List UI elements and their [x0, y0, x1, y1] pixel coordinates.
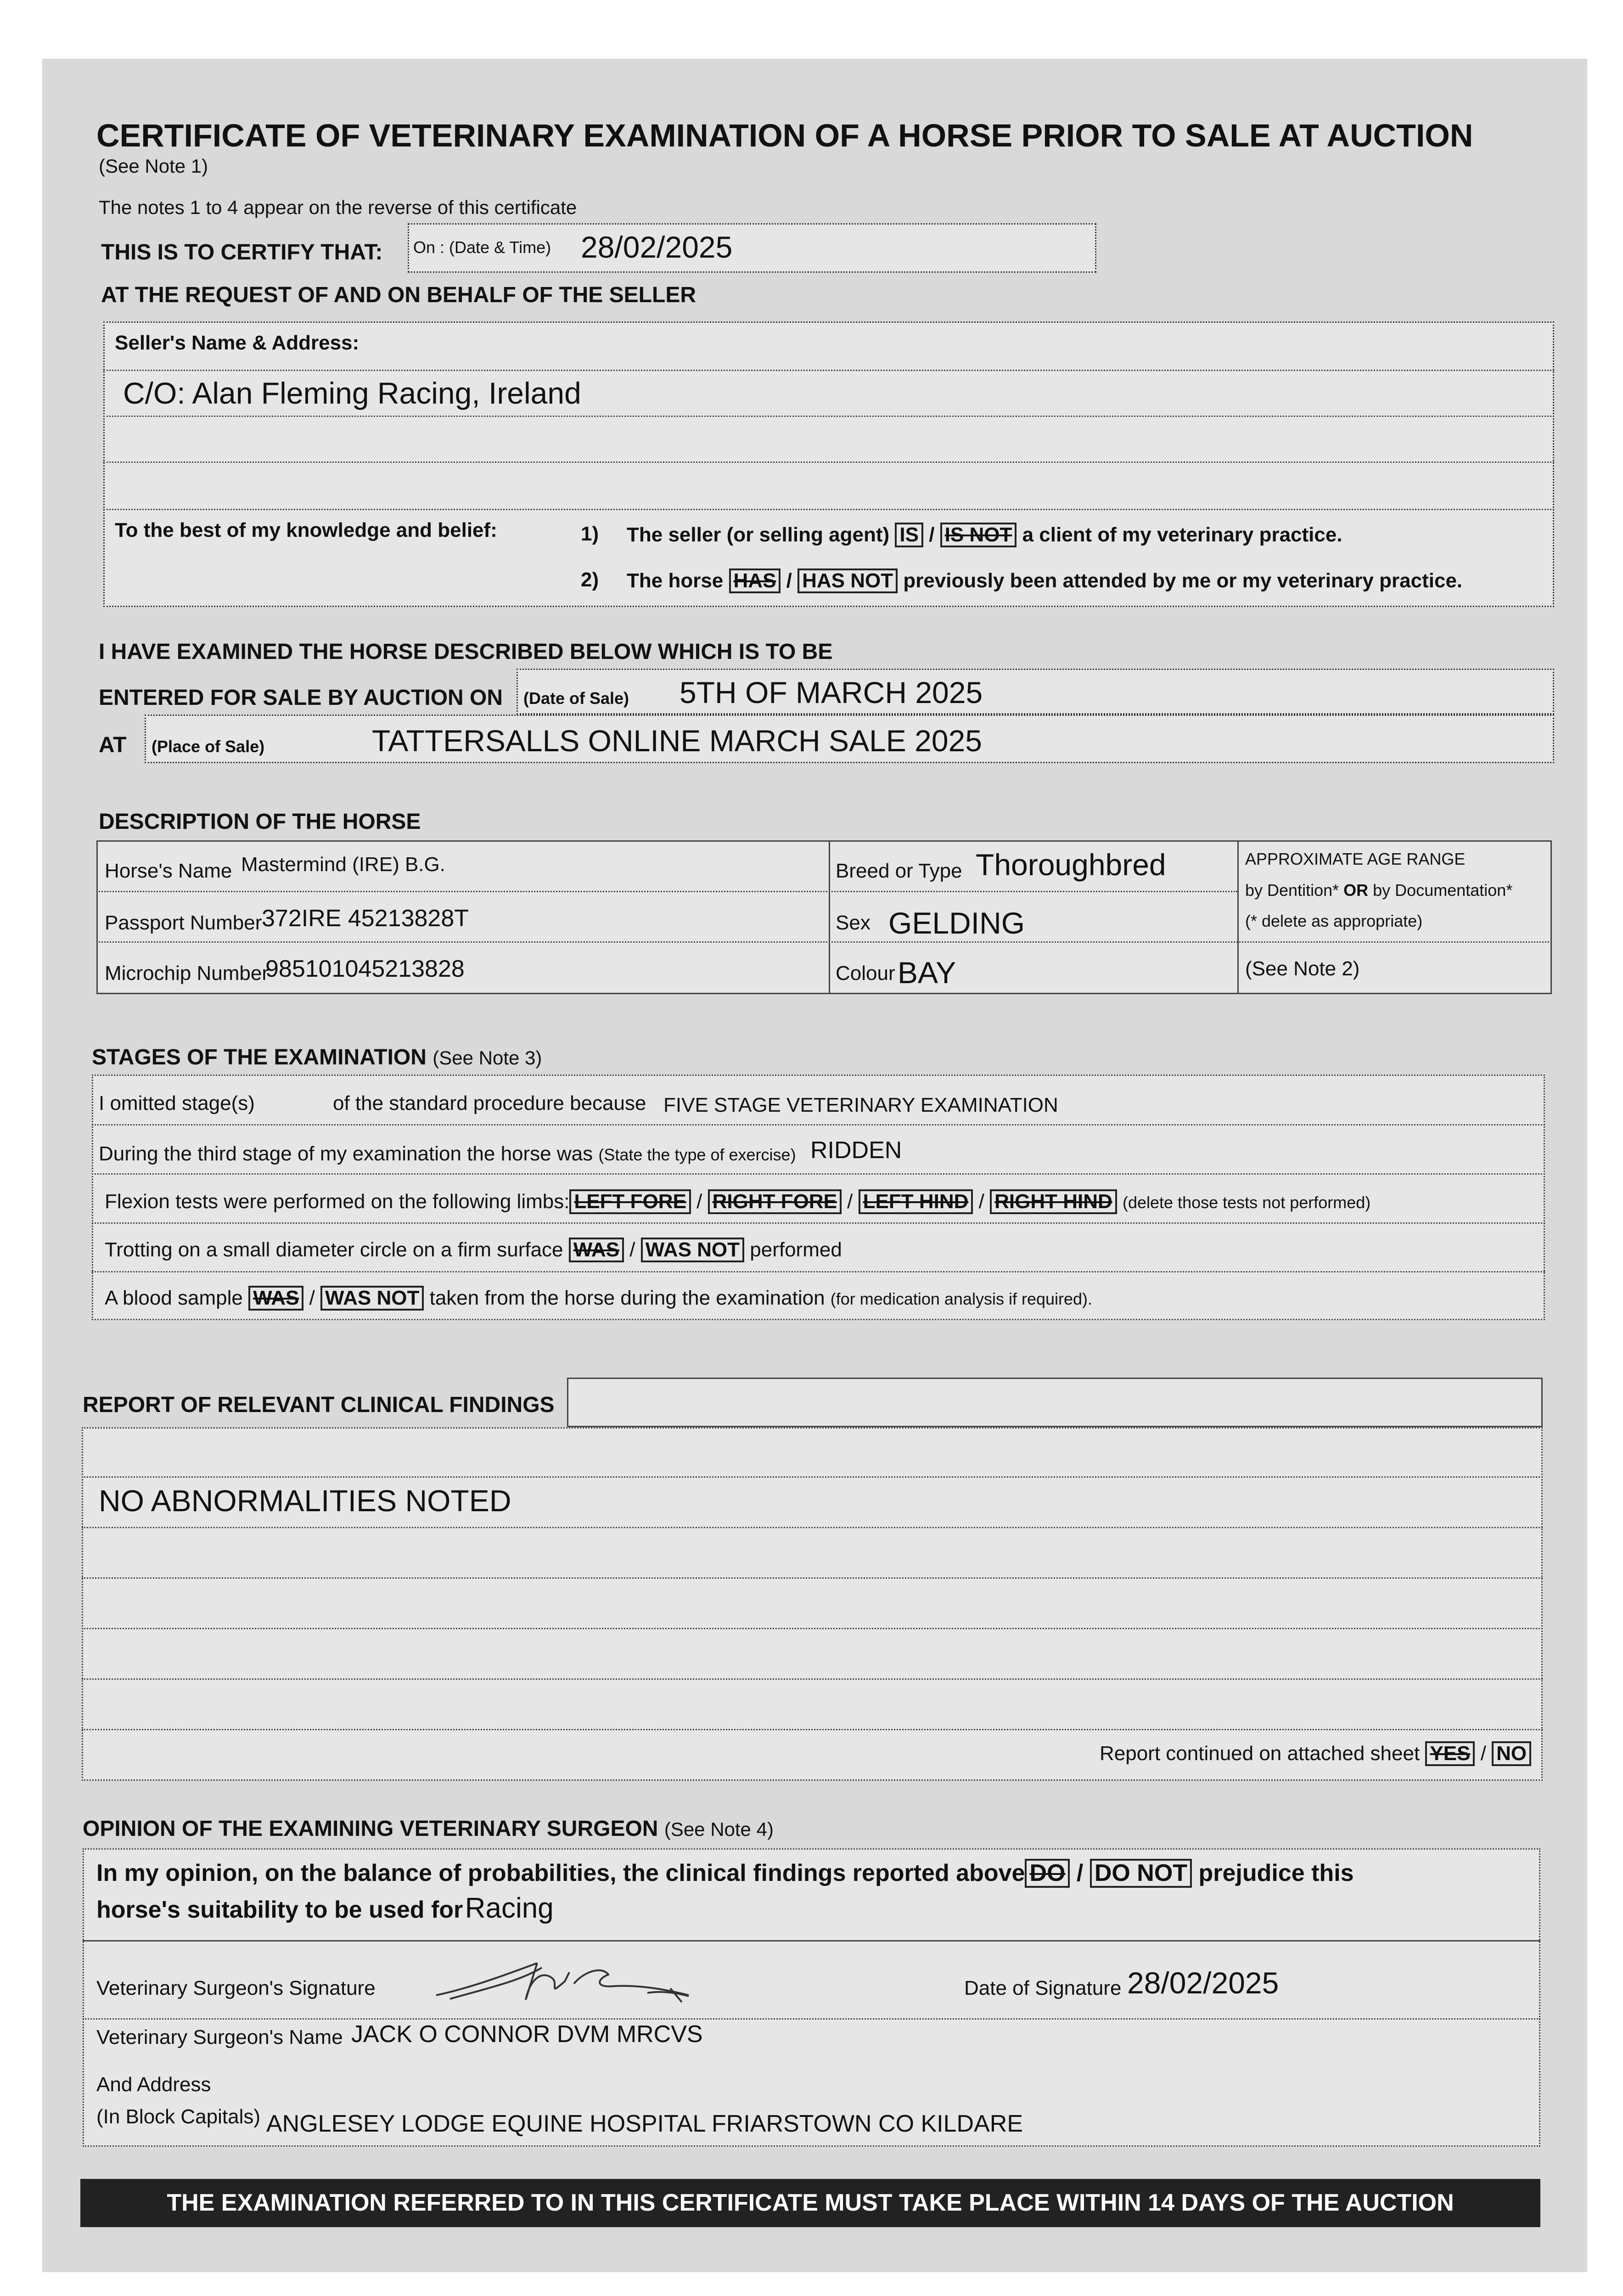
horse-attended-statement: The horse HAS / HAS NOT previously been attended by me or my veterinary practice.	[627, 568, 1462, 593]
option-has-not: HAS NOT	[797, 568, 898, 593]
knowledge-label: To the best of my knowledge and belief:	[115, 519, 497, 541]
colour-value: BAY	[898, 956, 956, 990]
passport-number: 372IRE 45213828T	[262, 905, 469, 932]
stages-heading: STAGES OF THE EXAMINATION (See Note 3)	[92, 1045, 542, 1069]
continued-yes-deleted: YES	[1425, 1741, 1475, 1766]
date-of-signature: 28/02/2025	[1127, 1966, 1279, 2000]
third-stage-label: During the third stage of my examination the horse was (State the type of exercise)	[99, 1142, 796, 1165]
see-note-1: (See Note 1)	[99, 155, 208, 177]
notes-line: The notes 1 to 4 appear on the reverse of this certificate	[99, 197, 577, 218]
sale-date-box	[517, 669, 1554, 715]
opinion-statement-line2: horse's suitability to be used for Racing	[96, 1892, 554, 1924]
sex-label: Sex	[836, 912, 870, 934]
request-line: AT THE REQUEST OF AND ON BEHALF OF THE SELLER	[101, 283, 696, 307]
trotting-statement: Trotting on a small diameter circle on a firm surface WAS / WAS NOT performed	[105, 1238, 842, 1262]
item-2-number: 2)	[581, 568, 599, 591]
omitted-reason: FIVE STAGE VETERINARY EXAMINATION	[663, 1094, 1058, 1116]
age-range-title: APPROXIMATE AGE RANGE	[1245, 850, 1466, 868]
horse-name-label: Horse's Name	[105, 860, 232, 882]
omitted-because-label: of the standard procedure because	[333, 1092, 646, 1114]
surgeon-address-label: And Address	[96, 2073, 211, 2096]
colour-label: Colour	[836, 962, 895, 985]
suitability-purpose: Racing	[465, 1892, 554, 1924]
item-1-number: 1)	[581, 523, 599, 545]
seller-name-label: Seller's Name & Address:	[115, 332, 359, 354]
trot-was-not: WAS NOT	[641, 1238, 744, 1262]
horse-name: Mastermind (IRE) B.G.	[241, 853, 445, 876]
breed-value: Thoroughbred	[976, 848, 1166, 882]
option-has-deleted: HAS	[729, 568, 781, 593]
sale-date: 5TH OF MARCH 2025	[680, 675, 983, 709]
passport-label: Passport Number	[105, 912, 262, 934]
opinion-do-deleted: DO	[1025, 1859, 1070, 1888]
blood-sample-statement: A blood sample WAS / WAS NOT taken from the horse during the examination (for medication analysis if required).	[105, 1286, 1092, 1311]
certify-label: THIS IS TO CERTIFY THAT:	[101, 240, 383, 264]
clinical-findings: NO ABNORMALITIES NOTED	[99, 1484, 511, 1518]
trot-was-deleted: WAS	[569, 1238, 624, 1262]
report-heading-box	[567, 1378, 1543, 1427]
footer-banner: THE EXAMINATION REFERRED TO IN THIS CERTIFICATE MUST TAKE PLACE WITHIN 14 DAYS OF THE AUCTION	[80, 2179, 1540, 2227]
microchip-number: 985101045213828	[265, 956, 465, 982]
flexion-left-fore-deleted: LEFT FORE	[569, 1189, 691, 1214]
report-continued-statement: Report continued on attached sheet YES / NO	[1100, 1741, 1531, 1766]
place-of-sale-label: (Place of Sale)	[152, 737, 265, 756]
opinion-statement-line1: In my opinion, on the balance of probabilities, the clinical findings reported above DO / DO NOT prejudice this	[96, 1859, 1354, 1888]
certificate-title: CERTIFICATE OF VETERINARY EXAMINATION OF A HORSE PRIOR TO SALE AT AUCTION	[96, 118, 1473, 153]
age-range-method: by Dentition* OR by Documentation*	[1245, 881, 1513, 900]
opinion-heading: OPINION OF THE EXAMINING VETERINARY SURGEON (See Note 4)	[83, 1817, 774, 1841]
report-heading: REPORT OF RELEVANT CLINICAL FINDINGS	[83, 1393, 555, 1417]
surgeon-address: ANGLESEY LODGE EQUINE HOSPITAL FRIARSTOWN CO KILDARE	[266, 2110, 1023, 2137]
age-see-note-2: (See Note 2)	[1245, 957, 1360, 980]
surgeon-name-label: Veterinary Surgeon's Name	[96, 2026, 343, 2048]
opinion-do-not: DO NOT	[1090, 1859, 1192, 1888]
examined-line: I HAVE EXAMINED THE HORSE DESCRIBED BELOW WHICH IS TO BE	[99, 640, 833, 664]
breed-label: Breed or Type	[836, 860, 962, 882]
entered-for-sale-label: ENTERED FOR SALE BY AUCTION ON	[99, 686, 503, 710]
date-of-signature-label: Date of Signature	[964, 1977, 1122, 1999]
option-is-not-deleted: IS NOT	[940, 523, 1017, 547]
sale-place: TATTERSALLS ONLINE MARCH SALE 2025	[372, 724, 982, 758]
flexion-tests-statement: Flexion tests were performed on the following limbs: LEFT FORE / RIGHT FORE / LEFT HIND / RIGHT HIND (delete those tests not performed)	[105, 1189, 1370, 1214]
option-is: IS	[895, 523, 923, 547]
flexion-right-fore-deleted: RIGHT FORE	[708, 1189, 842, 1214]
certify-date: 28/02/2025	[581, 230, 733, 264]
blood-was-not: WAS NOT	[320, 1286, 424, 1311]
exercise-type: RIDDEN	[810, 1137, 902, 1164]
continued-no: NO	[1492, 1741, 1531, 1766]
block-capitals-label: (In Block Capitals)	[96, 2105, 261, 2128]
at-label: AT	[99, 733, 127, 757]
seller-address: C/O: Alan Fleming Racing, Ireland	[123, 376, 581, 410]
microchip-label: Microchip Number	[105, 962, 269, 985]
surgeon-name: JACK O CONNOR DVM MRCVS	[351, 2021, 703, 2048]
on-date-time-label: On : (Date & Time)	[413, 238, 551, 257]
omitted-stages-label: I omitted stage(s)	[99, 1092, 255, 1114]
veterinary-surgeon-signature	[432, 1945, 716, 2018]
seller-client-statement: The seller (or selling agent) IS / IS NOT a client of my veterinary practice.	[627, 523, 1342, 547]
report-box	[82, 1427, 1543, 1781]
seller-box	[103, 321, 1554, 607]
flexion-left-hind-deleted: LEFT HIND	[859, 1189, 973, 1214]
age-delete-note: (* delete as appropriate)	[1245, 912, 1423, 930]
description-heading: DESCRIPTION OF THE HORSE	[99, 810, 421, 834]
blood-was-deleted: WAS	[248, 1286, 303, 1311]
signature-label: Veterinary Surgeon's Signature	[96, 1977, 376, 1999]
sex-value: GELDING	[888, 906, 1025, 940]
flexion-right-hind-deleted: RIGHT HIND	[990, 1189, 1117, 1214]
date-of-sale-label: (Date of Sale)	[523, 689, 629, 708]
